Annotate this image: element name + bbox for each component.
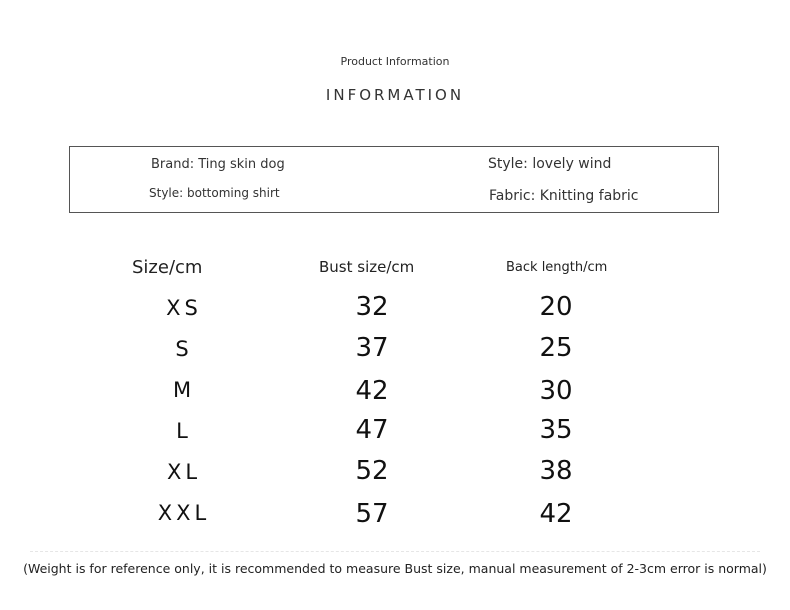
back-length-cell: 38 [539, 456, 573, 486]
back-length-cell: 30 [539, 376, 573, 406]
back-length-column-header: Back length/cm [506, 260, 608, 275]
bust-cell: 32 [355, 292, 389, 322]
back-length-cell: 35 [539, 415, 573, 445]
size-cell: XXL [157, 501, 211, 525]
bust-cell: 42 [355, 376, 389, 406]
bust-column-header: Bust size/cm [319, 258, 415, 276]
bust-cell: 57 [355, 499, 389, 529]
size-column-header: Size/cm [132, 257, 203, 278]
fabric-text: Fabric: Knitting fabric [489, 188, 639, 204]
page-title: INFORMATION [325, 86, 465, 104]
brand-text: Brand: Ting skin dog [151, 157, 285, 172]
footer-divider [30, 551, 760, 552]
size-cell: XS [166, 296, 202, 320]
size-cell: L [176, 419, 192, 443]
size-cell: M [172, 378, 196, 402]
style-text-left: Style: bottoming shirt [149, 186, 280, 200]
style-text-right: Style: lovely wind [488, 156, 612, 172]
back-length-cell: 42 [539, 499, 573, 529]
product-info-subtitle: Product Information [340, 55, 450, 68]
bust-cell: 47 [355, 415, 389, 445]
measurement-note: (Weight is for reference only, it is recommended to measure Bust size, manual measurement of 2-3cm error is normal) [23, 561, 767, 576]
bust-cell: 52 [355, 456, 389, 486]
back-length-cell: 25 [539, 333, 573, 363]
bust-cell: 37 [355, 333, 389, 363]
product-info-box [69, 146, 719, 213]
back-length-cell: 20 [539, 292, 573, 322]
size-cell: S [175, 337, 193, 361]
size-cell: XL [166, 460, 202, 484]
